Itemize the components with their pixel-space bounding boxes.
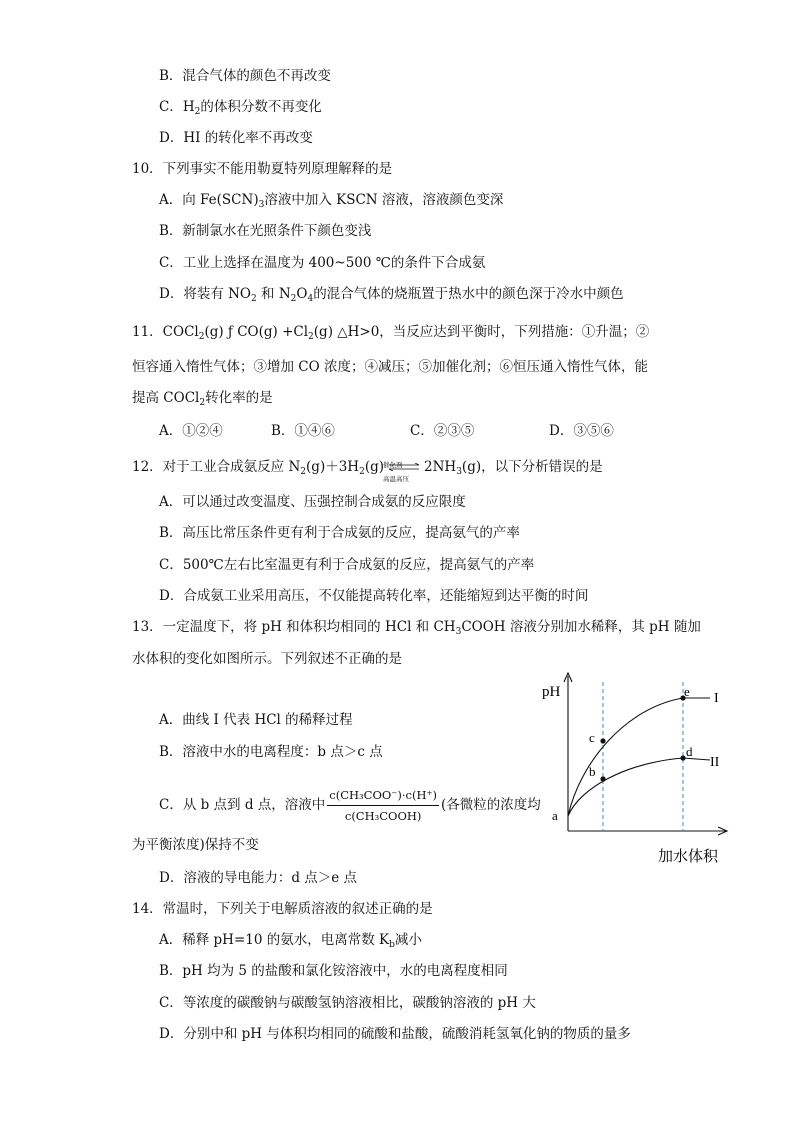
- arrow-condition-label: 高温高压: [383, 474, 409, 483]
- q11-option-c: C．②③⑤: [410, 423, 475, 439]
- x-axis-label: 加水体积: [658, 849, 719, 865]
- q11-option-d: D．③⑤⑥: [549, 423, 614, 439]
- arrow-catalyst-label: 催化剂: [383, 460, 403, 469]
- q10-option-a: A．向 $Fe(SCN)_3$溶液中加入 KSCN 溶液，溶液颜色变深: [159, 192, 504, 210]
- q11-option-a: A．①②④: [159, 423, 223, 439]
- q13-option-d: D．溶液的导电能力：d 点＞e 点: [159, 870, 358, 886]
- q14-option-b: B．pH 均为 5 的盐酸和氯化铵溶液中，水的电离程度相同: [159, 963, 508, 979]
- q11-stem-line1: 11．COCl$_2$(g) ƒ $CO(g) +Cl_2(g)$ △H>0，当反应达到平衡时，下列措施：①升温；②: [132, 324, 650, 342]
- point-c: [600, 738, 605, 743]
- q13-stem-line2: 水体积的变化如图所示。下列叙述不正确的是: [132, 651, 402, 667]
- q10-option-c: C．工业上选择在温度为 400~500 ℃的条件下合成氨: [159, 255, 486, 271]
- q11-stem-line2: 恒容通入惰性气体；③增加 CO 浓度；④减压；⑤加催化剂；⑥恒压通入惰性气体，能: [132, 359, 648, 375]
- q12-stem: 12．对于工业合成氨反应 $N_2(g)+3H_2(g)$ 催化剂 高温高压 $2NH_3(g)$，以下分析错误的是: [132, 458, 603, 477]
- y-axis-label: pH: [542, 684, 561, 700]
- q11-stem-line3: 提高 COCl$_2$转化率的是: [132, 390, 273, 408]
- point-c-label: c: [589, 730, 595, 745]
- q14-option-c: C．等浓度的碳酸钠与碳酸氢钠溶液相比，碳酸钠溶液的 pH 大: [159, 995, 536, 1011]
- curve-ii-label: II: [710, 755, 720, 770]
- q10-option-b: B．新制氯水在光照条件下颜色变浅: [159, 223, 372, 239]
- q10-option-d: D．将装有 $NO_2$ 和 $N_2O_4$的混合气体的烧瓶置于热水中的颜色深于冷水中颜色: [159, 286, 624, 304]
- q11-option-b: B．①④⑥: [271, 423, 335, 439]
- point-b-label: b: [589, 764, 596, 779]
- point-b: [600, 776, 605, 781]
- q9-option-d: D．HI 的转化率不再改变: [159, 130, 313, 146]
- q13-stem-line1: 13．一定温度下，将 pH 和体积均相同的 HCl 和 $CH_3COOH$ 溶液分别加水稀释，其 pH 随加: [132, 619, 701, 637]
- point-a-label: a: [552, 808, 558, 823]
- q13-option-c: C．从 b 点到 d 点，溶液中 $\frac{\text{c(CH₃COO⁻)·c(H⁺)}}{\text{c(CH₃COOH)}}$ (各微粒的浓度均: [159, 788, 541, 823]
- point-d-label: d: [686, 744, 693, 759]
- q12-option-c: C．500℃左右比室温更有利于合成氨的反应，提高氨气的产率: [159, 557, 535, 573]
- q10-stem: 10．下列事实不能用勒夏特列原理解释的是: [132, 161, 393, 177]
- q11-options-row: [0, 422, 794, 440]
- q12-option-b: B．高压比常压条件更有利于合成氨的反应，提高氨气的产率: [159, 525, 520, 541]
- q12-option-a: A．可以通过改变温度、压强控制合成氨的反应限度: [159, 494, 466, 510]
- q9-option-c: C．$H_2$的体积分数不再变化: [159, 99, 322, 117]
- concentration-ratio-fraction: $\frac{\text{c(CH₃COO⁻)·c(H⁺)}}{\text{c(CH₃COOH)}}$: [329, 788, 438, 823]
- q14-option-d: D．分别中和 pH 与体积均相同的硫酸和盐酸，硫酸消耗氢氧化钠的物质的量多: [159, 1026, 631, 1042]
- q14-stem: 14．常温时，下列关于电解质溶液的叙述正确的是: [132, 901, 433, 917]
- curve-i-label: I: [714, 691, 719, 706]
- point-e-label: e: [684, 684, 690, 699]
- q13-option-c-line2: 为平衡浓度)保持不变: [132, 837, 259, 853]
- q13-option-a: A．曲线 I 代表 HCl 的稀释过程: [159, 712, 353, 728]
- q12-option-d: D．合成氨工业采用高压，不仅能提高转化率，还能缩短到达平衡的时间: [159, 588, 589, 604]
- point-d: [680, 755, 685, 760]
- reversible-arrow-icon: [383, 459, 421, 483]
- q14-option-a: A．稀释 pH=10 的氨水，电离常数 $K_b$减小: [159, 932, 422, 950]
- q9-option-b: B．混合气体的颜色不再改变: [159, 68, 331, 84]
- q13-option-b: B．溶液中水的电离程度：b 点＞c 点: [159, 744, 383, 760]
- ph-dilution-graph: [540, 668, 740, 868]
